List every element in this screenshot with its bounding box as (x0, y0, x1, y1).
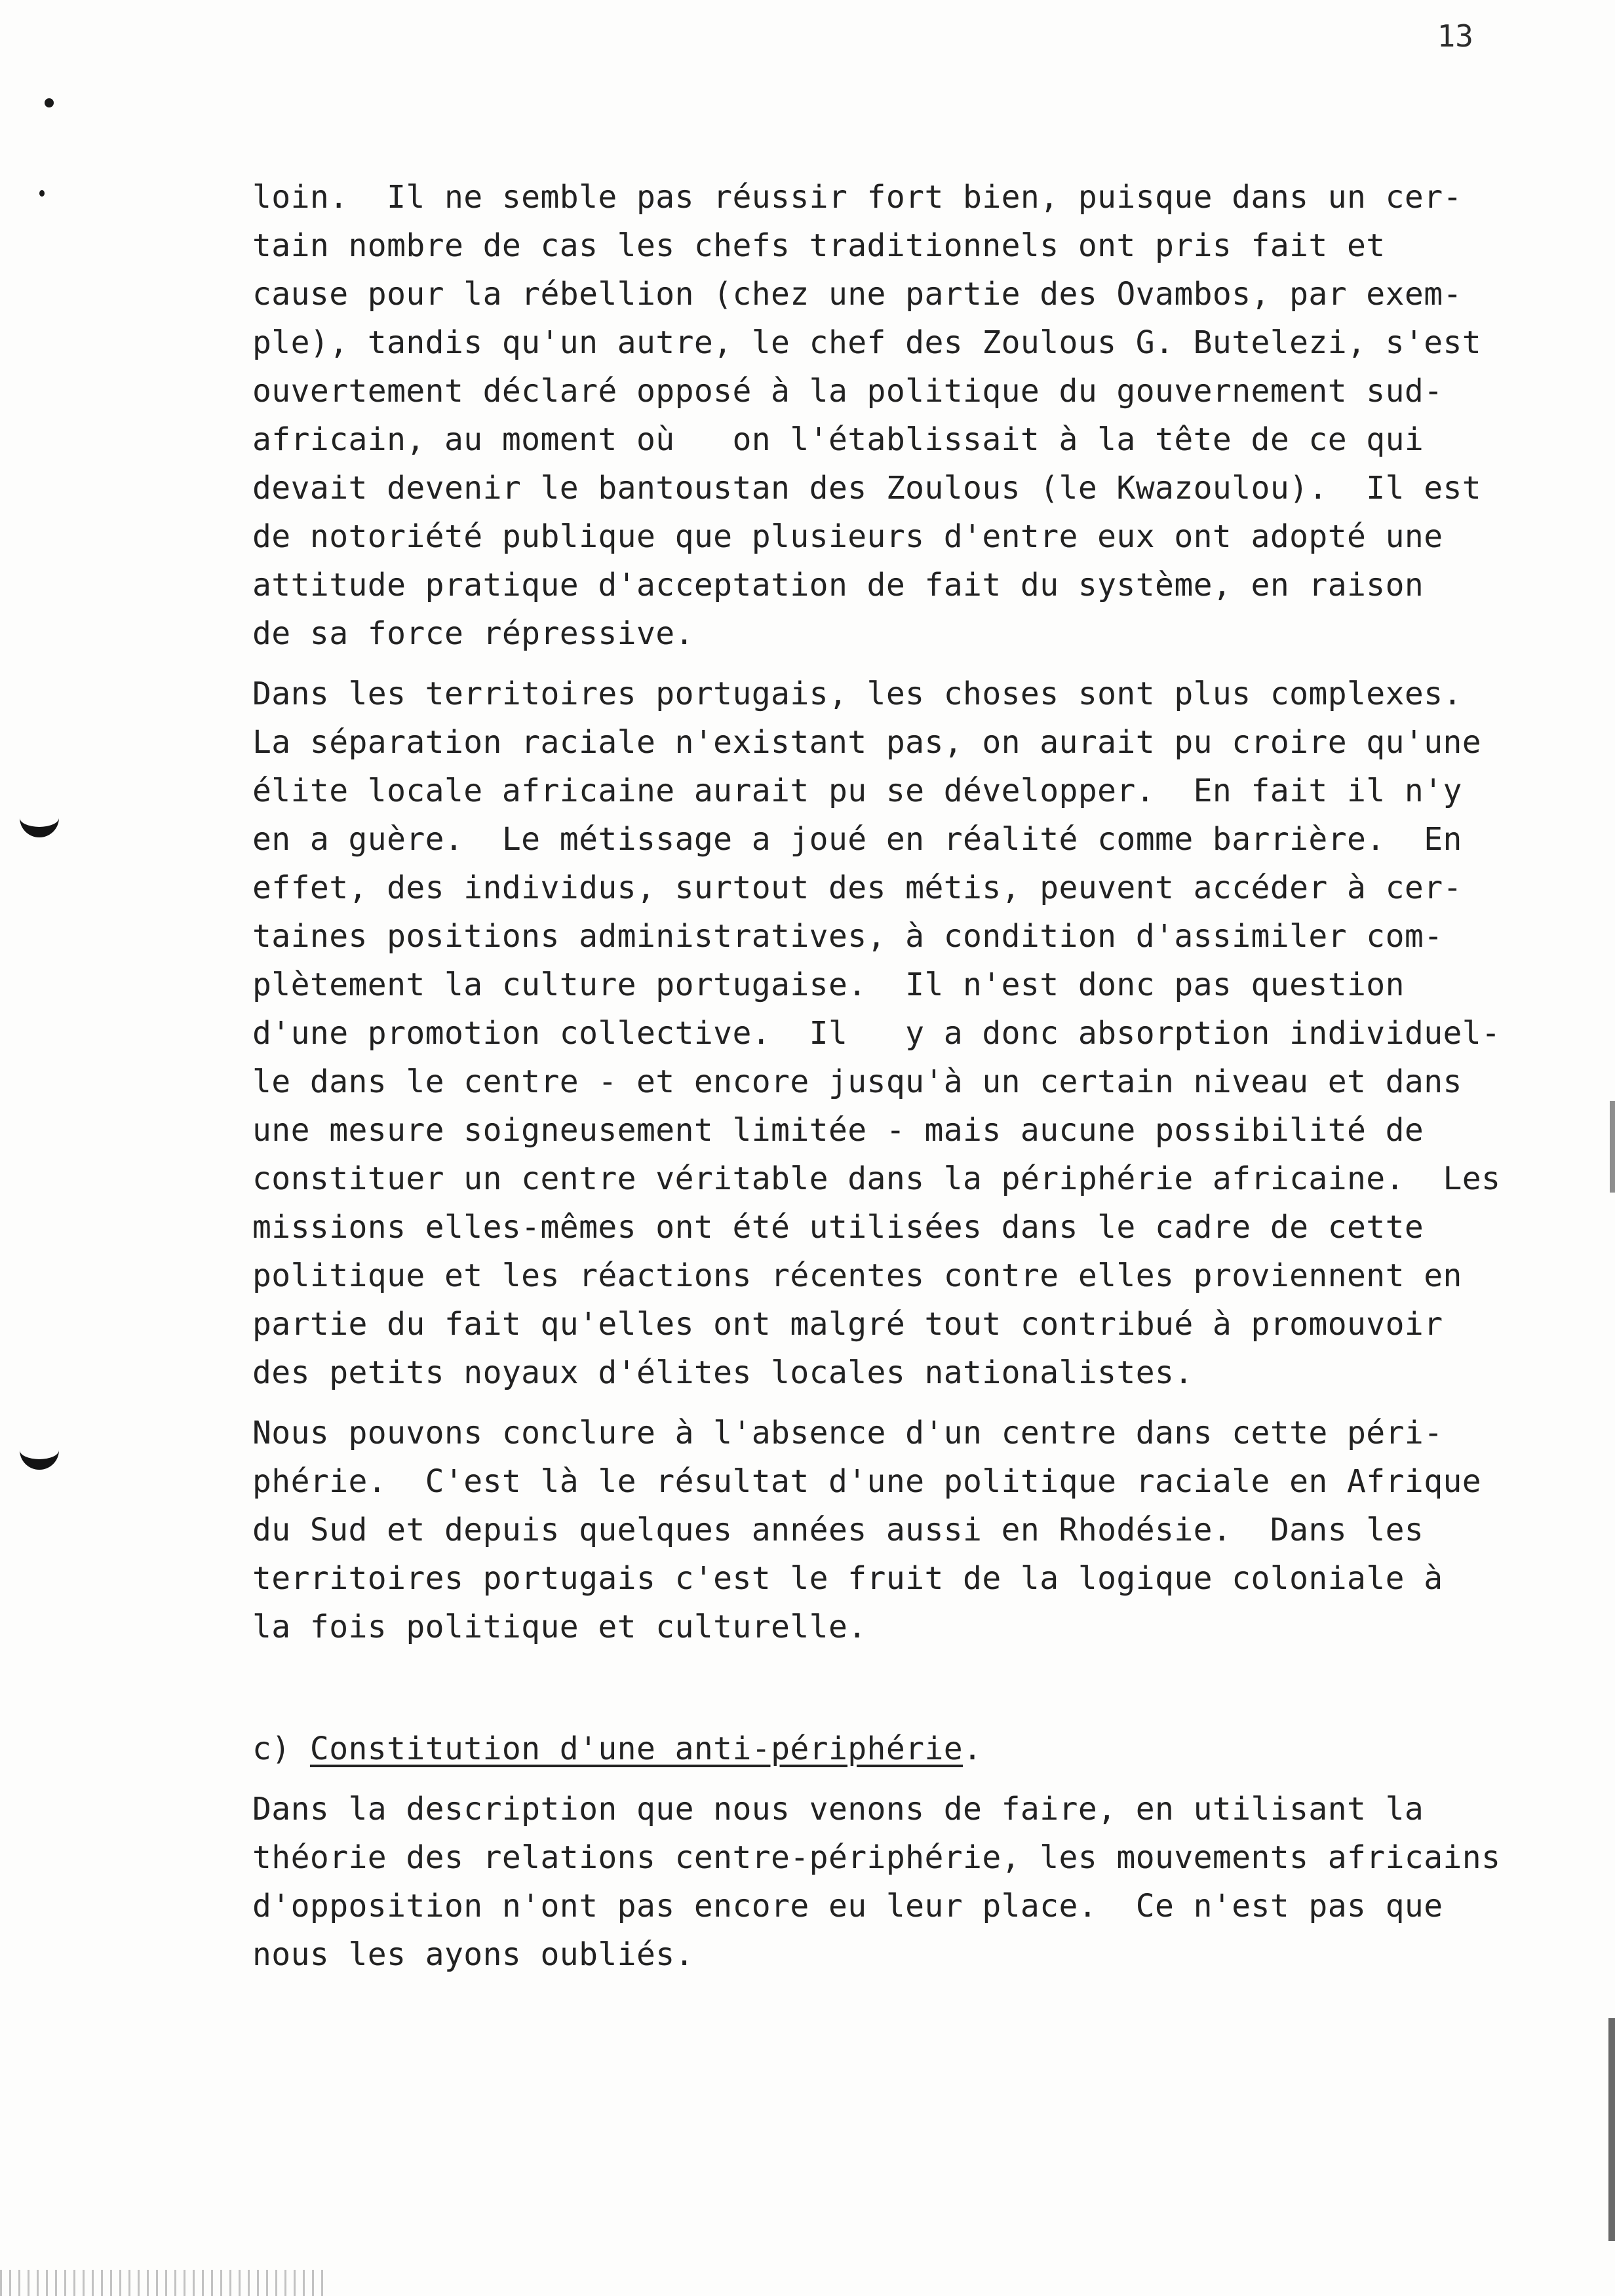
text-line: politique et les réactions récentes contre elles proviennent en (252, 1257, 1462, 1294)
text-line: Nous pouvons conclure à l'absence d'un centre dans cette péri- (252, 1415, 1443, 1451)
text-line: ple), tandis qu'un autre, le chef des Zoulous G. Butelezi, s'est (252, 324, 1482, 361)
body-text (252, 173, 1576, 1991)
text-line: La séparation raciale n'existant pas, on aurait pu croire qu'une (252, 724, 1482, 761)
text-line: devait devenir le bantoustan des Zoulous (le Kwazoulou). Il est (252, 470, 1482, 507)
text-line: de sa force répressive. (252, 615, 694, 652)
text-line: nous les ayons oubliés. (252, 1936, 694, 1973)
section-heading-title: Constitution d'une anti-périphérie (309, 1731, 963, 1767)
text-line: territoires portugais c'est le fruit de la logique coloniale à (252, 1560, 1443, 1597)
text-line: cause pour la rébellion (chez une partie des Ovambos, par exem- (252, 276, 1462, 313)
text-line: phérie. C'est là le résultat d'une politique raciale en Afrique (252, 1463, 1482, 1500)
paragraph-3 (252, 1409, 1576, 1651)
scan-noise (0, 2270, 328, 2296)
punch-hole-mark (20, 799, 59, 837)
page-number: 13 (1437, 18, 1473, 54)
text-line: constituer un centre véritable dans la périphérie africaine. Les (252, 1160, 1501, 1197)
section-heading-prefix: c) (252, 1731, 310, 1767)
text-line: ouvertement déclaré opposé à la politique du gouvernement sud- (252, 373, 1443, 410)
scan-speck (45, 98, 54, 107)
text-line: élite locale africaine aurait pu se développer. En fait il n'y (252, 773, 1462, 809)
text-line: d'opposition n'ont pas encore eu leur place. Ce n'est pas que (252, 1888, 1443, 1924)
text-line: le dans le centre - et encore jusqu'à un certain niveau et dans (252, 1063, 1462, 1100)
paragraph-1 (252, 173, 1576, 658)
text-line: la fois politique et culturelle. (252, 1609, 867, 1645)
text-line: effet, des individus, surtout des métis, peuvent accéder à cer- (252, 870, 1462, 906)
text-line: plètement la culture portugaise. Il n'est donc pas question (252, 966, 1405, 1003)
text-line: Dans la description que nous venons de faire, en utilisant la (252, 1791, 1424, 1827)
punch-hole-mark (20, 1432, 59, 1470)
paragraph-4 (252, 1785, 1576, 1979)
text-line: attitude pratique d'acceptation de fait du système, en raison (252, 567, 1424, 603)
text-line: théorie des relations centre-périphérie, les mouvements africains (252, 1839, 1501, 1876)
text-line: de notoriété publique que plusieurs d'entre eux ont adopté une (252, 518, 1443, 555)
text-line: Dans les territoires portugais, les choses sont plus complexes. (252, 676, 1462, 712)
page-edge-shadow (1608, 2018, 1615, 2241)
paragraph-2 (252, 670, 1576, 1397)
page-edge-shadow (1610, 1101, 1615, 1193)
text-line: loin. Il ne semble pas réussir fort bien, puisque dans un cer- (252, 179, 1462, 216)
text-line: en a guère. Le métissage a joué en réalité comme barrière. En (252, 821, 1462, 858)
text-line: une mesure soigneusement limitée - mais aucune possibilité de (252, 1112, 1424, 1149)
text-line: du Sud et depuis quelques années aussi en Rhodésie. Dans les (252, 1512, 1424, 1548)
section-heading-suffix: . (963, 1731, 983, 1767)
text-line: taines positions administratives, à condition d'assimiler com- (252, 918, 1443, 955)
text-line: partie du fait qu'elles ont malgré tout contribué à promouvoir (252, 1306, 1443, 1343)
section-heading (252, 1725, 1576, 1773)
text-line: des petits noyaux d'élites locales nationalistes. (252, 1354, 1194, 1391)
text-line: missions elles-mêmes ont été utilisées dans le cadre de cette (252, 1209, 1424, 1246)
text-line: tain nombre de cas les chefs traditionnels ont pris fait et (252, 227, 1386, 264)
scan-speck (39, 190, 45, 197)
text-line: africain, au moment où on l'établissait à la tête de ce qui (252, 421, 1424, 458)
text-line: d'une promotion collective. Il y a donc absorption individuel- (252, 1015, 1501, 1052)
